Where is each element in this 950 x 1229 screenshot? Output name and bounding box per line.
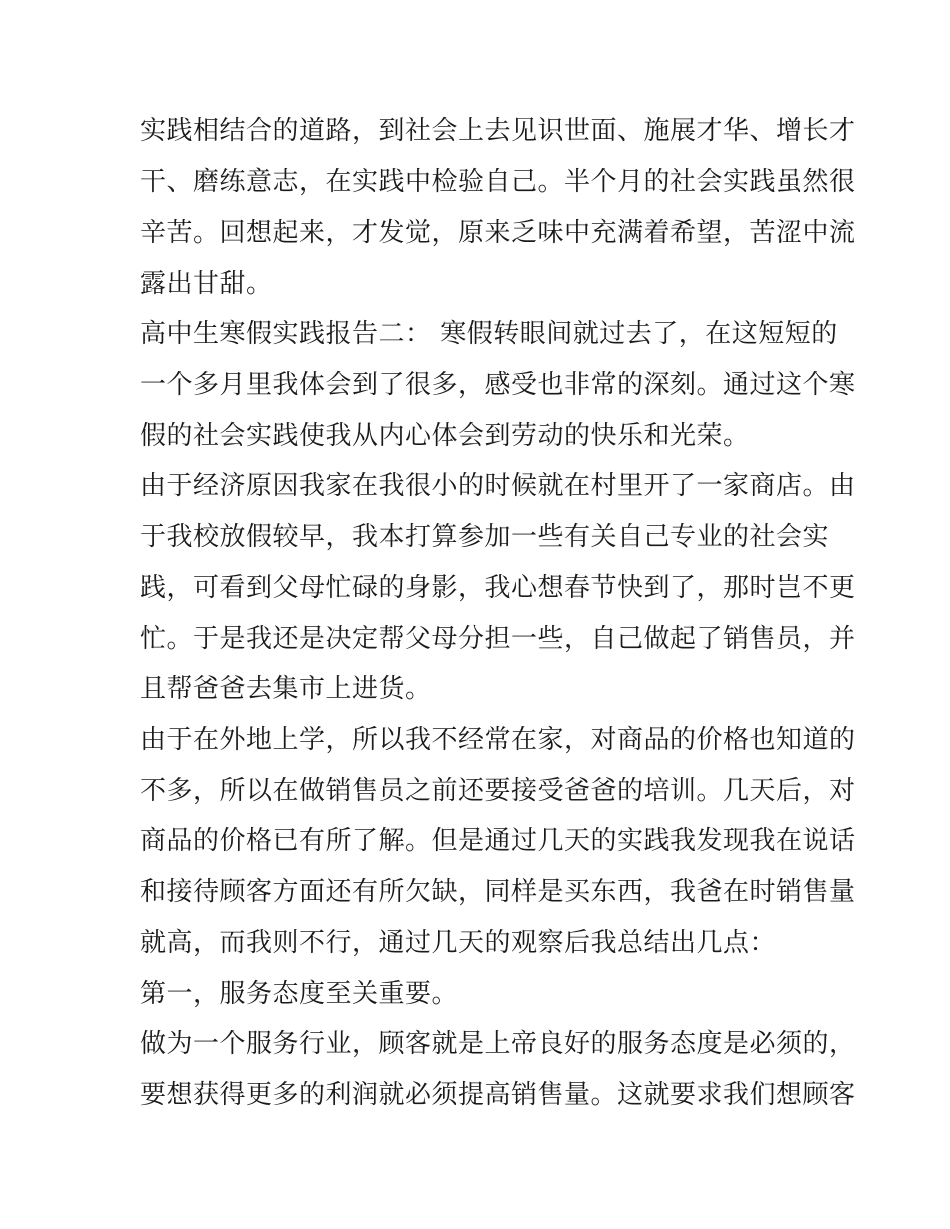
text-line: 于我校放假较早，我本打算参加一些有关自己专业的社会实 [140,522,830,552]
text-line: 干、磨练意志，在实践中检验自己。半个月的社会实践虽然很 [140,167,856,197]
text-line: 和接待顾客方面还有所欠缺，同样是买东西，我爸在时销售量 [140,877,856,907]
text-line: 辛苦。回想起来，才发觉，原来乏味中充满着希望，苦涩中流 [140,218,856,248]
text-line: 要想获得更多的利润就必须提高销售量。这就要求我们想顾客 [140,1080,856,1110]
text-line: 做为一个服务行业，顾客就是上帝良好的服务态度是必须的， [140,1029,856,1059]
text-line: 假的社会实践使我从内心体会到劳动的快乐和光荣。 [140,421,750,451]
text-line: 由于在外地上学，所以我不经常在家，对商品的价格也知道的 [140,725,856,755]
text-line: 实践相结合的道路，到社会上去见识世面、施展才华、增长才 [140,116,856,146]
section-heading-line: 高中生寒假实践报告二： 寒假转眼间就过去了，在这短短的 [140,319,838,349]
text-line: 商品的价格已有所了解。但是通过几天的实践我发现我在说话 [140,826,856,856]
text-line: 由于经济原因我家在我很小的时候就在村里开了一家商店。由 [140,471,856,501]
text-line: 第一，服务态度至关重要。 [140,979,459,1009]
text-line: 且帮爸爸去集市上进货。 [140,674,432,704]
text-line: 一个多月里我体会到了很多，感受也非常的深刻。通过这个寒 [140,370,856,400]
text-line: 不多，所以在做销售员之前还要接受爸爸的培训。几天后，对 [140,776,856,806]
text-line: 践，可看到父母忙碌的身影，我心想春节快到了，那时岂不更 [140,573,856,603]
text-line: 忙。于是我还是决定帮父母分担一些，自己做起了销售员，并 [140,624,856,654]
text-line: 就高，而我则不行，通过几天的观察后我总结出几点： [140,928,777,958]
text-line: 露出甘甜。 [140,269,273,299]
